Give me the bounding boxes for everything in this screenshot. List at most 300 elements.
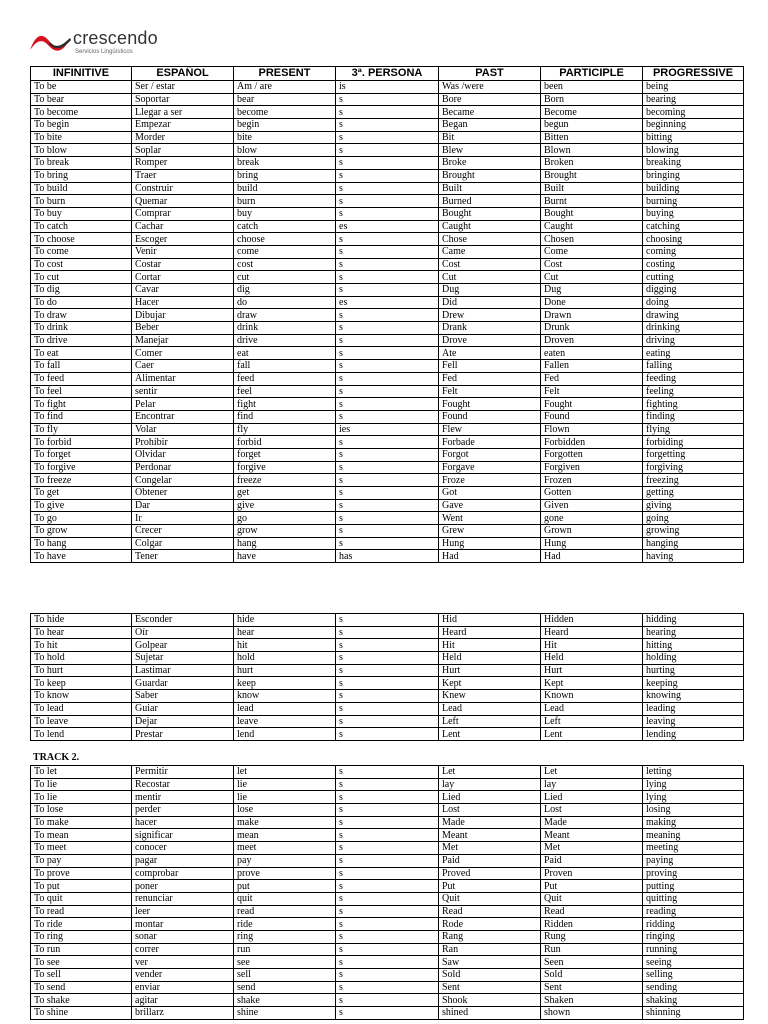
- cell-progressive: letting: [643, 766, 744, 779]
- cell-progressive: bearing: [643, 93, 744, 106]
- cell-past: Came: [439, 245, 541, 258]
- cell-espanol: Dar: [132, 499, 234, 512]
- cell-participle: Frozen: [541, 474, 643, 487]
- cell-participle: Become: [541, 106, 643, 119]
- table-row: [31, 245, 744, 258]
- cell-present: read: [234, 905, 336, 918]
- verbs-table-2: [30, 613, 744, 741]
- cell-third-person: s: [336, 512, 439, 525]
- cell-espanol: Empezar: [132, 119, 234, 132]
- cell-espanol: Dejar: [132, 715, 234, 728]
- cell-present: meet: [234, 842, 336, 855]
- cell-past: Forgave: [439, 461, 541, 474]
- cell-progressive: catching: [643, 220, 744, 233]
- cell-third-person: s: [336, 690, 439, 703]
- cell-third-person: s: [336, 626, 439, 639]
- cell-infinitive: To read: [31, 905, 132, 918]
- cell-infinitive: To ring: [31, 930, 132, 943]
- cell-progressive: bringing: [643, 169, 744, 182]
- cell-third-person: s: [336, 854, 439, 867]
- cell-espanol: correr: [132, 943, 234, 956]
- cell-past: Let: [439, 766, 541, 779]
- cell-espanol: Permitir: [132, 766, 234, 779]
- cell-participle: Dug: [541, 284, 643, 297]
- cell-infinitive: To hear: [31, 626, 132, 639]
- table-row: [31, 81, 744, 94]
- cell-third-person: s: [336, 461, 439, 474]
- cell-present: fight: [234, 398, 336, 411]
- cell-participle: Cut: [541, 271, 643, 284]
- cell-participle: Drawn: [541, 309, 643, 322]
- cell-past: Fell: [439, 360, 541, 373]
- cell-third-person: s: [336, 664, 439, 677]
- cell-third-person: s: [336, 258, 439, 271]
- cell-progressive: proving: [643, 867, 744, 880]
- cell-espanol: Escoger: [132, 233, 234, 246]
- cell-present: buy: [234, 207, 336, 220]
- cell-third-person: s: [336, 93, 439, 106]
- cell-past: Hung: [439, 537, 541, 550]
- cell-present: forgive: [234, 461, 336, 474]
- cell-present: shine: [234, 1007, 336, 1020]
- cell-participle: Burnt: [541, 195, 643, 208]
- table-row: [31, 981, 744, 994]
- cell-third-person: has: [336, 550, 439, 563]
- cell-infinitive: To pay: [31, 854, 132, 867]
- cell-present: hang: [234, 537, 336, 550]
- cell-past: Sold: [439, 969, 541, 982]
- header-participle: PARTICIPLE: [541, 67, 643, 81]
- cell-past: Heard: [439, 626, 541, 639]
- cell-past: Knew: [439, 690, 541, 703]
- cell-espanol: Obtener: [132, 487, 234, 500]
- cell-progressive: freezing: [643, 474, 744, 487]
- table-row: [31, 461, 744, 474]
- cell-infinitive: To draw: [31, 309, 132, 322]
- cell-present: bear: [234, 93, 336, 106]
- cell-infinitive: To give: [31, 499, 132, 512]
- cell-past: Gave: [439, 499, 541, 512]
- cell-progressive: sending: [643, 981, 744, 994]
- table-row: [31, 284, 744, 297]
- cell-participle: Hung: [541, 537, 643, 550]
- table-row: [31, 106, 744, 119]
- cell-third-person: s: [336, 702, 439, 715]
- cell-past: Lied: [439, 791, 541, 804]
- table-row: [31, 309, 744, 322]
- cell-espanol: enviar: [132, 981, 234, 994]
- table-row: [31, 639, 744, 652]
- cell-infinitive: To be: [31, 81, 132, 94]
- cell-past: Proved: [439, 867, 541, 880]
- cell-infinitive: To drive: [31, 334, 132, 347]
- cell-progressive: beginning: [643, 119, 744, 132]
- cell-present: get: [234, 487, 336, 500]
- table-row: [31, 512, 744, 525]
- cell-past: Fed: [439, 372, 541, 385]
- verbs-table-1: [30, 66, 744, 563]
- cell-present: shake: [234, 994, 336, 1007]
- cell-present: hold: [234, 652, 336, 665]
- table-row: [31, 423, 744, 436]
- table-row: [31, 131, 744, 144]
- cell-infinitive: To build: [31, 182, 132, 195]
- cell-participle: Flown: [541, 423, 643, 436]
- cell-third-person: s: [336, 943, 439, 956]
- table-row: [31, 360, 744, 373]
- cell-third-person: s: [336, 169, 439, 182]
- table-row: [31, 778, 744, 791]
- cell-participle: Met: [541, 842, 643, 855]
- cell-past: Drew: [439, 309, 541, 322]
- cell-espanol: Saber: [132, 690, 234, 703]
- cell-past: Hid: [439, 614, 541, 627]
- cell-progressive: flying: [643, 423, 744, 436]
- cell-third-person: is: [336, 81, 439, 94]
- cell-espanol: Perdonar: [132, 461, 234, 474]
- cell-present: drink: [234, 322, 336, 335]
- table-row: [31, 537, 744, 550]
- cell-espanol: Romper: [132, 157, 234, 170]
- cell-infinitive: To catch: [31, 220, 132, 233]
- cell-past: Froze: [439, 474, 541, 487]
- cell-espanol: pagar: [132, 854, 234, 867]
- cell-infinitive: To sell: [31, 969, 132, 982]
- cell-espanol: Beber: [132, 322, 234, 335]
- cell-participle: Lied: [541, 791, 643, 804]
- cell-participle: Found: [541, 410, 643, 423]
- cell-past: Blew: [439, 144, 541, 157]
- cell-participle: Broken: [541, 157, 643, 170]
- cell-infinitive: To buy: [31, 207, 132, 220]
- cell-third-person: es: [336, 220, 439, 233]
- cell-espanol: conocer: [132, 842, 234, 855]
- header-progressive: PROGRESSIVE: [643, 67, 744, 81]
- cell-participle: Done: [541, 296, 643, 309]
- cell-espanol: montar: [132, 918, 234, 931]
- cell-third-person: s: [336, 157, 439, 170]
- cell-present: feed: [234, 372, 336, 385]
- cell-past: Bore: [439, 93, 541, 106]
- cell-progressive: drinking: [643, 322, 744, 335]
- cell-participle: Hidden: [541, 614, 643, 627]
- cell-present: forbid: [234, 436, 336, 449]
- cell-past: Grew: [439, 525, 541, 538]
- cell-infinitive: To do: [31, 296, 132, 309]
- cell-infinitive: To lose: [31, 804, 132, 817]
- cell-present: break: [234, 157, 336, 170]
- cell-past: Held: [439, 652, 541, 665]
- table-row: [31, 410, 744, 423]
- cell-progressive: putting: [643, 880, 744, 893]
- table-row: [31, 892, 744, 905]
- cell-espanol: sentir: [132, 385, 234, 398]
- cell-participle: Lost: [541, 804, 643, 817]
- cell-present: hurt: [234, 664, 336, 677]
- cell-past: Had: [439, 550, 541, 563]
- table-row: [31, 943, 744, 956]
- cell-past: Got: [439, 487, 541, 500]
- table-row: [31, 842, 744, 855]
- table-row: [31, 271, 744, 284]
- cell-third-person: s: [336, 182, 439, 195]
- table-row: [31, 144, 744, 157]
- cell-present: hide: [234, 614, 336, 627]
- cell-past: Rang: [439, 930, 541, 943]
- cell-progressive: hidding: [643, 614, 744, 627]
- cell-espanol: Congelar: [132, 474, 234, 487]
- cell-espanol: Guardar: [132, 677, 234, 690]
- cell-espanol: Construir: [132, 182, 234, 195]
- cell-participle: Bitten: [541, 131, 643, 144]
- table-row: [31, 905, 744, 918]
- cell-espanol: Olvidar: [132, 448, 234, 461]
- cell-participle: Sent: [541, 981, 643, 994]
- table-row: [31, 690, 744, 703]
- cell-past: Did: [439, 296, 541, 309]
- cell-progressive: holding: [643, 652, 744, 665]
- cell-participle: Shaken: [541, 994, 643, 1007]
- cell-infinitive: To fly: [31, 423, 132, 436]
- cell-past: Made: [439, 816, 541, 829]
- table-row: [31, 867, 744, 880]
- cell-participle: Let: [541, 766, 643, 779]
- cell-progressive: forgetting: [643, 448, 744, 461]
- cell-espanol: Soplar: [132, 144, 234, 157]
- cell-progressive: giving: [643, 499, 744, 512]
- cell-participle: Fought: [541, 398, 643, 411]
- table-row: [31, 157, 744, 170]
- cell-infinitive: To bring: [31, 169, 132, 182]
- cell-past: Caught: [439, 220, 541, 233]
- cell-espanol: Guiar: [132, 702, 234, 715]
- cell-progressive: cutting: [643, 271, 744, 284]
- table-row: [31, 334, 744, 347]
- cell-infinitive: To burn: [31, 195, 132, 208]
- cell-participle: Run: [541, 943, 643, 956]
- cell-progressive: being: [643, 81, 744, 94]
- cell-infinitive: To lead: [31, 702, 132, 715]
- cell-third-person: s: [336, 487, 439, 500]
- logo-tagline: Servicios Lingüísticos: [75, 49, 133, 55]
- cell-progressive: ridding: [643, 918, 744, 931]
- cell-infinitive: To put: [31, 880, 132, 893]
- cell-third-person: s: [336, 525, 439, 538]
- table-row: [31, 448, 744, 461]
- cell-progressive: driving: [643, 334, 744, 347]
- cell-past: Meant: [439, 829, 541, 842]
- cell-present: put: [234, 880, 336, 893]
- cell-third-person: s: [336, 334, 439, 347]
- cell-present: feel: [234, 385, 336, 398]
- cell-infinitive: To let: [31, 766, 132, 779]
- cell-participle: Fed: [541, 372, 643, 385]
- cell-third-person: s: [336, 1007, 439, 1020]
- cell-third-person: s: [336, 372, 439, 385]
- cell-third-person: s: [336, 677, 439, 690]
- cell-espanol: Prohibir: [132, 436, 234, 449]
- cell-infinitive: To shake: [31, 994, 132, 1007]
- cell-progressive: hearing: [643, 626, 744, 639]
- cell-participle: shown: [541, 1007, 643, 1020]
- cell-progressive: growing: [643, 525, 744, 538]
- cell-third-person: s: [336, 715, 439, 728]
- cell-espanol: Morder: [132, 131, 234, 144]
- cell-progressive: buying: [643, 207, 744, 220]
- table-row: [31, 258, 744, 271]
- table-row: [31, 550, 744, 563]
- cell-past: Hurt: [439, 664, 541, 677]
- table-row: [31, 715, 744, 728]
- cell-past: Read: [439, 905, 541, 918]
- table-row: [31, 728, 744, 741]
- cell-participle: Quit: [541, 892, 643, 905]
- cell-past: Drove: [439, 334, 541, 347]
- cell-participle: Read: [541, 905, 643, 918]
- cell-infinitive: To lie: [31, 778, 132, 791]
- cell-espanol: Ir: [132, 512, 234, 525]
- cell-progressive: coming: [643, 245, 744, 258]
- cell-espanol: Traer: [132, 169, 234, 182]
- cell-infinitive: To feel: [31, 385, 132, 398]
- table-row: [31, 487, 744, 500]
- cell-progressive: burning: [643, 195, 744, 208]
- cell-espanol: poner: [132, 880, 234, 893]
- cell-participle: Droven: [541, 334, 643, 347]
- cell-participle: Given: [541, 499, 643, 512]
- cell-participle: Blown: [541, 144, 643, 157]
- cell-progressive: lending: [643, 728, 744, 741]
- cell-participle: Fallen: [541, 360, 643, 373]
- cell-progressive: lying: [643, 778, 744, 791]
- cell-past: Lead: [439, 702, 541, 715]
- cell-present: catch: [234, 220, 336, 233]
- cell-participle: Known: [541, 690, 643, 703]
- cell-third-person: s: [336, 448, 439, 461]
- cell-past: Bought: [439, 207, 541, 220]
- cell-progressive: knowing: [643, 690, 744, 703]
- cell-third-person: s: [336, 728, 439, 741]
- cell-infinitive: To choose: [31, 233, 132, 246]
- cell-present: make: [234, 816, 336, 829]
- table-row: [31, 322, 744, 335]
- cell-past: Built: [439, 182, 541, 195]
- cell-third-person: s: [336, 766, 439, 779]
- cell-third-person: s: [336, 956, 439, 969]
- table-row: [31, 816, 744, 829]
- cell-past: Lost: [439, 804, 541, 817]
- cell-infinitive: To run: [31, 943, 132, 956]
- cell-espanol: significar: [132, 829, 234, 842]
- table-row: [31, 499, 744, 512]
- cell-third-person: s: [336, 233, 439, 246]
- cell-progressive: keeping: [643, 677, 744, 690]
- cell-third-person: s: [336, 322, 439, 335]
- cell-progressive: making: [643, 816, 744, 829]
- cell-participle: Forgiven: [541, 461, 643, 474]
- cell-present: sell: [234, 969, 336, 982]
- cell-espanol: hacer: [132, 816, 234, 829]
- cell-espanol: brillarz: [132, 1007, 234, 1020]
- table-row: [31, 626, 744, 639]
- cell-present: hear: [234, 626, 336, 639]
- cell-present: become: [234, 106, 336, 119]
- cell-infinitive: To begin: [31, 119, 132, 132]
- cell-present: find: [234, 410, 336, 423]
- cell-progressive: hanging: [643, 537, 744, 550]
- cell-infinitive: To know: [31, 690, 132, 703]
- cell-infinitive: To break: [31, 157, 132, 170]
- cell-participle: Hurt: [541, 664, 643, 677]
- cell-third-person: s: [336, 829, 439, 842]
- cell-present: see: [234, 956, 336, 969]
- cell-present: drive: [234, 334, 336, 347]
- cell-progressive: eating: [643, 347, 744, 360]
- cell-present: go: [234, 512, 336, 525]
- cell-participle: Proven: [541, 867, 643, 880]
- cell-past: Broke: [439, 157, 541, 170]
- cell-progressive: selling: [643, 969, 744, 982]
- cell-progressive: meaning: [643, 829, 744, 842]
- cell-present: build: [234, 182, 336, 195]
- cell-third-person: es: [336, 296, 439, 309]
- cell-third-person: s: [336, 119, 439, 132]
- cell-participle: Put: [541, 880, 643, 893]
- cell-participle: Lent: [541, 728, 643, 741]
- table-row: [31, 930, 744, 943]
- table-row: [31, 969, 744, 982]
- cell-participle: Forgotten: [541, 448, 643, 461]
- cell-infinitive: To hit: [31, 639, 132, 652]
- cell-present: give: [234, 499, 336, 512]
- cell-espanol: leer: [132, 905, 234, 918]
- cell-past: Quit: [439, 892, 541, 905]
- cell-present: choose: [234, 233, 336, 246]
- cell-infinitive: To send: [31, 981, 132, 994]
- cell-past: lay: [439, 778, 541, 791]
- cell-third-person: s: [336, 791, 439, 804]
- cell-infinitive: To quit: [31, 892, 132, 905]
- cell-third-person: s: [336, 106, 439, 119]
- cell-present: freeze: [234, 474, 336, 487]
- cell-espanol: sonar: [132, 930, 234, 943]
- cell-participle: Come: [541, 245, 643, 258]
- cell-third-person: s: [336, 537, 439, 550]
- cell-participle: Bought: [541, 207, 643, 220]
- cell-third-person: s: [336, 778, 439, 791]
- cell-third-person: s: [336, 245, 439, 258]
- table-row: [31, 385, 744, 398]
- cell-progressive: seeing: [643, 956, 744, 969]
- cell-participle: Ridden: [541, 918, 643, 931]
- cell-espanol: perder: [132, 804, 234, 817]
- cell-third-person: s: [336, 271, 439, 284]
- table-row: [31, 880, 744, 893]
- cell-participle: Seen: [541, 956, 643, 969]
- logo-name: crescendo: [73, 28, 158, 48]
- cell-progressive: drawing: [643, 309, 744, 322]
- cell-progressive: ringing: [643, 930, 744, 943]
- cell-infinitive: To fight: [31, 398, 132, 411]
- cell-past: shined: [439, 1007, 541, 1020]
- table-row: [31, 614, 744, 627]
- cell-espanol: Cortar: [132, 271, 234, 284]
- cell-participle: Forbidden: [541, 436, 643, 449]
- table-row: [31, 766, 744, 779]
- cell-third-person: s: [336, 360, 439, 373]
- cell-espanol: vender: [132, 969, 234, 982]
- cell-infinitive: To blow: [31, 144, 132, 157]
